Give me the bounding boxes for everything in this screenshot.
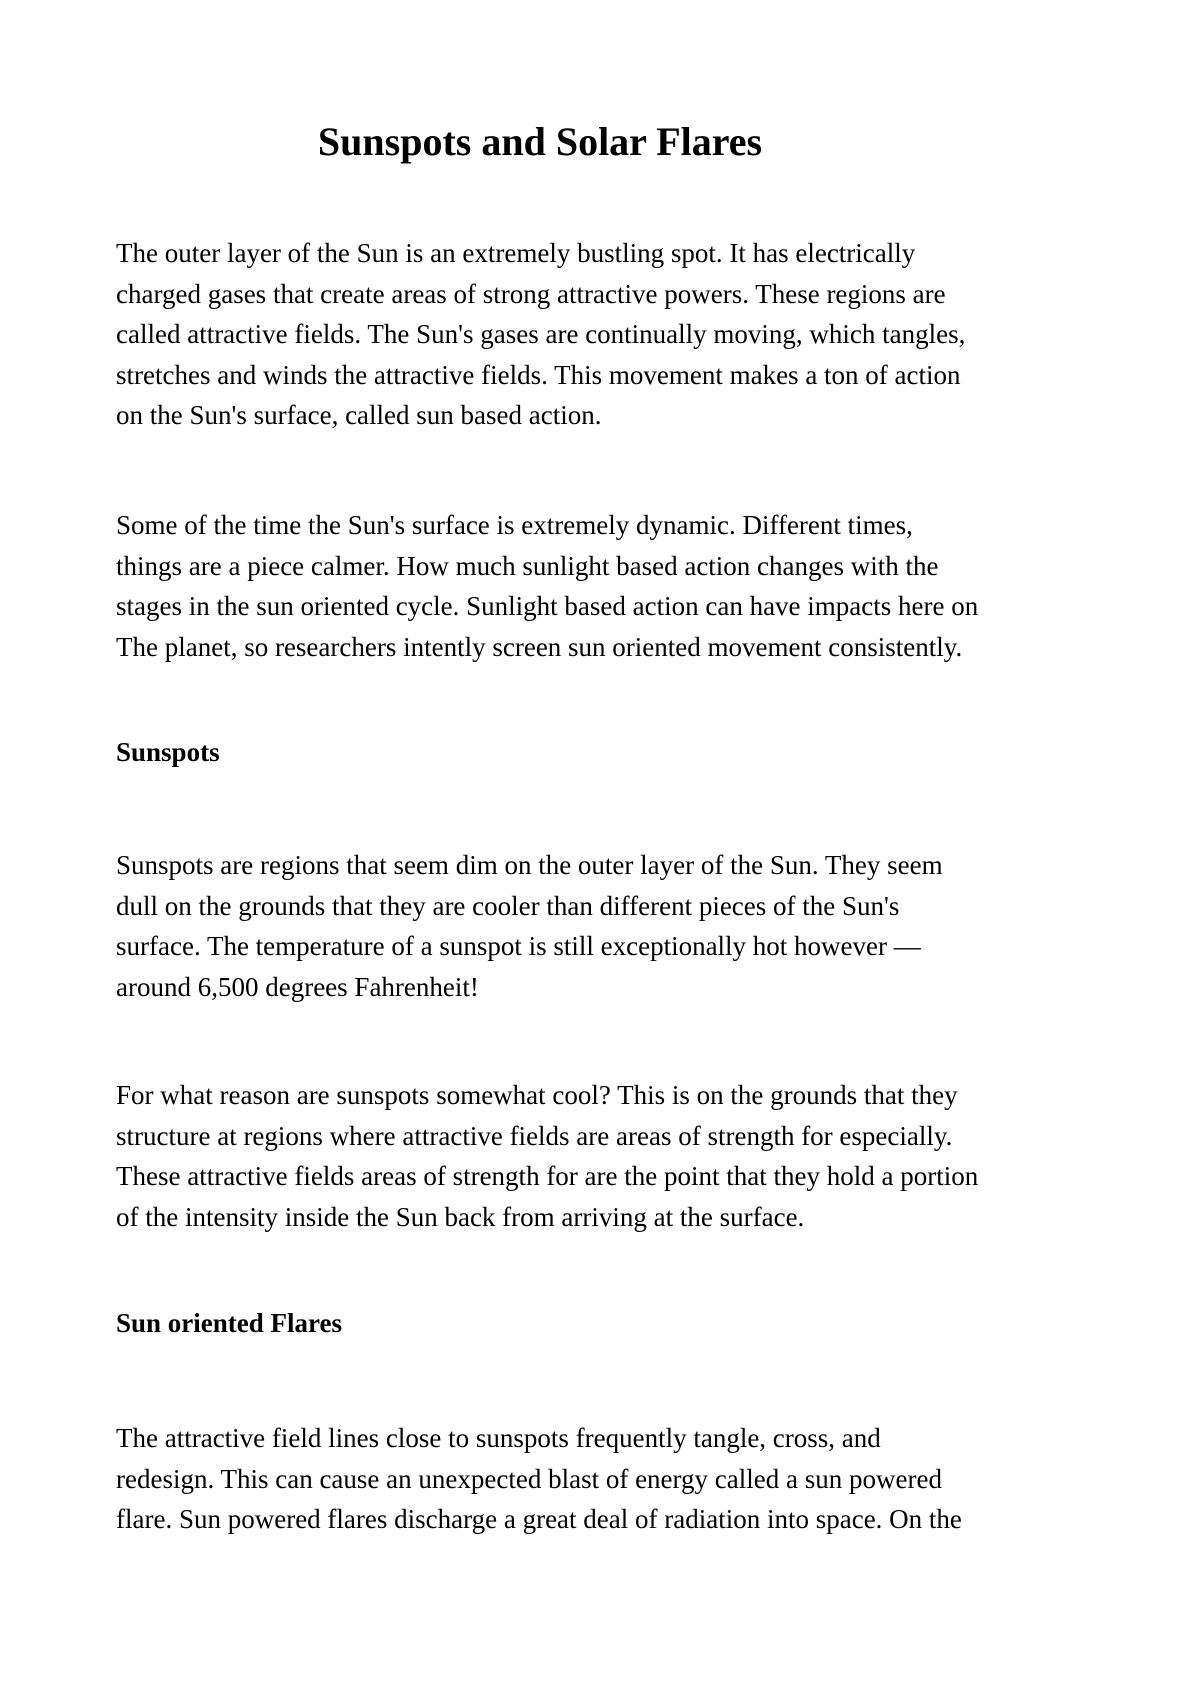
text-line: flare. Sun powered flares discharge a great deal of radiation into space. On the [116,1504,962,1534]
text-line: called attractive fields. The Sun's gases are continually moving, which tangles, [116,319,966,349]
sunspots-paragraph-1 [116,845,1116,1007]
sunspots-paragraph-2 [116,1075,1116,1237]
text-line: The planet, so researchers intently screen sun oriented movement consistently. [116,631,963,662]
text-line: charged gases that create areas of strong attractive powers. These regions are [116,278,946,309]
text-line: around 6,500 degrees Fahrenheit! [116,971,479,1002]
text-line: The outer layer of the Sun is an extremely bustling spot. It has electrically [116,238,916,268]
flares-paragraph-1 [116,1418,1116,1540]
text-line: on the Sun's surface, called sun based action. [116,400,602,430]
text-line: surface. The temperature of a sunspot is still exceptionally hot however — [116,931,921,961]
text-line: For what reason are sunspots somewhat cool? This is on the grounds that they [116,1080,958,1110]
intro-paragraph-1 [116,233,1116,436]
text-line: These attractive fields areas of strength for are the point that they hold a portion [116,1161,979,1191]
text-line: Sunspots are regions that seem dim on the outer layer of the Sun. They seem [116,850,943,880]
text-line: dull on the grounds that they are cooler than different pieces of the Sun's [116,890,900,921]
text-line: stretches and winds the attractive fields. This movement makes a ton of action [116,359,961,390]
page-title: Sunspots and Solar Flares [317,119,763,164]
text-line: redesign. This can cause an unexpected blast of energy called a sun powered [116,1463,942,1494]
text-line: stages in the sun oriented cycle. Sunlight based action can have impacts here on [116,591,979,621]
text-line: things are a piece calmer. How much sunlight based action changes with the [116,550,939,581]
text-line: Some of the time the Sun's surface is extremely dynamic. Different times, [116,510,913,540]
intro-paragraph-2 [116,505,1116,667]
text-line: structure at regions where attractive fields are areas of strength for especially. [116,1120,953,1151]
text-line: The attractive field lines close to sunspots frequently tangle, cross, and [116,1423,881,1453]
sunspots-heading: Sunspots [116,737,220,767]
text-line: of the intensity inside the Sun back from arriving at the surface. [116,1201,805,1232]
flares-heading: Sun oriented Flares [116,1308,343,1338]
